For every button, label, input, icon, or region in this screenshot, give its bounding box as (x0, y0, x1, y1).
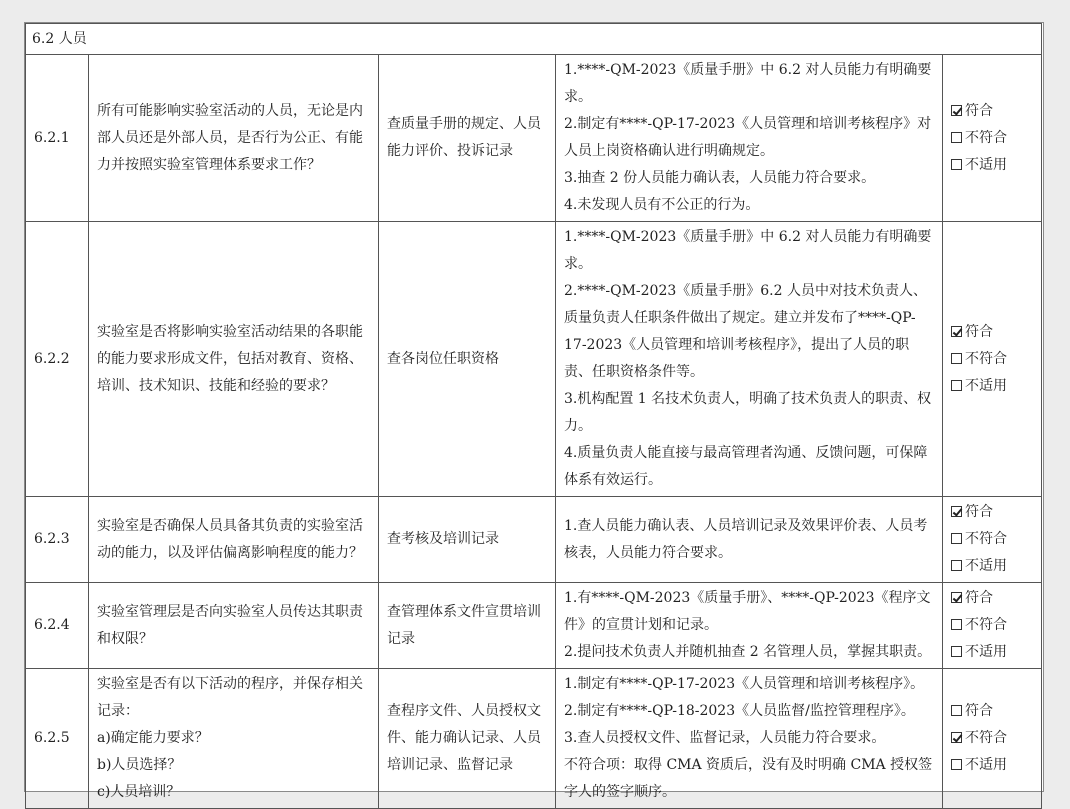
option-nonconform[interactable]: 不符合 (951, 526, 1033, 553)
evidence-line: 3.查人员授权文件、监督记录，人员能力符合要求。 (564, 730, 886, 746)
question-line: b)人员选择？ (97, 757, 182, 773)
review-method: 查考核及培训记录 (379, 497, 556, 583)
checkbox-icon (951, 619, 962, 630)
checkbox-checked-icon (951, 506, 962, 517)
conclusion-cell (943, 222, 1042, 497)
checkbox-icon (951, 533, 962, 544)
option-nonconform[interactable]: 不符合 (951, 346, 1033, 373)
option-conform[interactable]: 符合 (951, 585, 1033, 612)
evidence-line: 2.制定有****-QP-17-2023《人员管理和培训考核程序》对人员上岗资格确认进行明确规定。 (564, 116, 932, 159)
table-row (26, 669, 1042, 809)
conclusion-cell (943, 669, 1042, 809)
checkbox-checked-icon (951, 326, 962, 337)
section-header-row (26, 24, 1042, 55)
checkbox-checked-icon (951, 105, 962, 116)
clause-number: 6.2.4 (26, 583, 89, 669)
nonconformity-note: 不符合项：取得 CMA 资质后，没有及时明确 CMA 授权签字人的签字顺序。 (564, 757, 933, 800)
evidence-line: 3.机构配置 1 名技术负责人，明确了技术负责人的职责、权力。 (564, 391, 932, 434)
review-question (89, 669, 379, 809)
evidence-line: 2.制定有****-QP-18-2023《人员监督/监控管理程序》。 (564, 703, 915, 719)
evidence-line: 1.****-QM-2023《质量手册》中 6.2 对人员能力有明确要求。 (564, 62, 932, 105)
question-line: a)确定能力要求？ (97, 730, 209, 746)
evidence-cell (556, 583, 943, 669)
evidence-line: 1.****-QM-2023《质量手册》中 6.2 对人员能力有明确要求。 (564, 229, 932, 272)
evidence-cell (556, 497, 943, 583)
review-method: 查程序文件、人员授权文件、能力确认记录、人员培训记录、监督记录 (379, 669, 556, 809)
checkbox-icon (951, 353, 962, 364)
checkbox-icon (951, 380, 962, 391)
section-title: 6.2 人员 (26, 24, 1042, 55)
option-not-applicable[interactable]: 不适用 (951, 639, 1033, 666)
evidence-line: 1.制定有****-QP-17-2023《人员管理和培训考核程序》。 (564, 676, 925, 692)
option-conform[interactable]: 符合 (951, 499, 1033, 526)
review-method: 查管理体系文件宣贯培训记录 (379, 583, 556, 669)
clause-number: 6.2.3 (26, 497, 89, 583)
conclusion-cell (943, 497, 1042, 583)
conclusion-cell (943, 583, 1042, 669)
option-nonconform[interactable]: 不符合 (951, 612, 1033, 639)
review-method: 查各岗位任职资格 (379, 222, 556, 497)
checkbox-icon (951, 159, 962, 170)
option-not-applicable[interactable]: 不适用 (951, 152, 1033, 179)
checkbox-icon (951, 132, 962, 143)
question-line: 实验室是否有以下活动的程序，并保存相关记录： (97, 676, 363, 719)
option-not-applicable[interactable]: 不适用 (951, 553, 1033, 580)
option-not-applicable[interactable]: 不适用 (951, 373, 1033, 400)
table-row (26, 497, 1042, 583)
option-not-applicable[interactable]: 不适用 (951, 752, 1033, 779)
review-question: 实验室是否确保人员具备其负责的实验室活动的能力，以及评估偏离影响程度的能力？ (89, 497, 379, 583)
table-row (26, 222, 1042, 497)
checkbox-icon (951, 646, 962, 657)
evidence-cell (556, 55, 943, 222)
conclusion-cell (943, 55, 1042, 222)
review-method: 查质量手册的规定、人员能力评价、投诉记录 (379, 55, 556, 222)
checkbox-icon (951, 560, 962, 571)
evidence-line: 1.查人员能力确认表、人员培训记录及效果评价表、人员考核表，人员能力符合要求。 (564, 517, 928, 561)
review-question: 所有可能影响实验室活动的人员，无论是内部人员还是外部人员，是否行为公正、有能力并按照实验室管理体系要求工作？ (89, 55, 379, 222)
clause-number: 6.2.1 (26, 55, 89, 222)
table-row (26, 55, 1042, 222)
checkbox-checked-icon (951, 732, 962, 743)
clause-number: 6.2.5 (26, 669, 89, 809)
checkbox-checked-icon (951, 592, 962, 603)
option-conform[interactable]: 符合 (951, 98, 1033, 125)
review-sheet (24, 22, 1044, 800)
evidence-line: 4.未发现人员有不公正的行为。 (564, 197, 760, 213)
question-line: c)人员培训？ (97, 784, 181, 800)
evidence-cell (556, 222, 943, 497)
clause-number: 6.2.2 (26, 222, 89, 497)
evidence-line: 4.质量负责人能直接与最高管理者沟通、反馈问题，可保障体系有效运行。 (564, 445, 928, 488)
option-nonconform[interactable]: 不符合 (951, 725, 1033, 752)
option-conform[interactable]: 符合 (951, 698, 1033, 725)
evidence-line: 2.提问技术负责人并随机抽查 2 名管理人员，掌握其职责。 (564, 644, 932, 660)
option-conform[interactable]: 符合 (951, 319, 1033, 346)
checklist-table (25, 23, 1042, 809)
option-nonconform[interactable]: 不符合 (951, 125, 1033, 152)
review-question: 实验室是否将影响实验室活动结果的各职能的能力要求形成文件，包括对教育、资格、培训、技术知识、技能和经验的要求？ (89, 222, 379, 497)
evidence-line: 3.抽查 2 份人员能力确认表，人员能力符合要求。 (564, 170, 876, 186)
review-question: 实验室管理层是否向实验室人员传达其职责和权限？ (89, 583, 379, 669)
evidence-line: 1.有****-QM-2023《质量手册》、****-QP-2023《程序文件》的宣贯计划和记录。 (564, 590, 931, 633)
checkbox-icon (951, 759, 962, 770)
evidence-line: 2.****-QM-2023《质量手册》6.2 人员中对技术负责人、质量负责人任职条件做出了规定。建立并发布了****-QP-17-2023《人员管理和培训考核程序》，提出了人员的职责、任职资格条件等。 (564, 283, 927, 380)
checkbox-icon (951, 705, 962, 716)
evidence-cell (556, 669, 943, 809)
table-row (26, 583, 1042, 669)
